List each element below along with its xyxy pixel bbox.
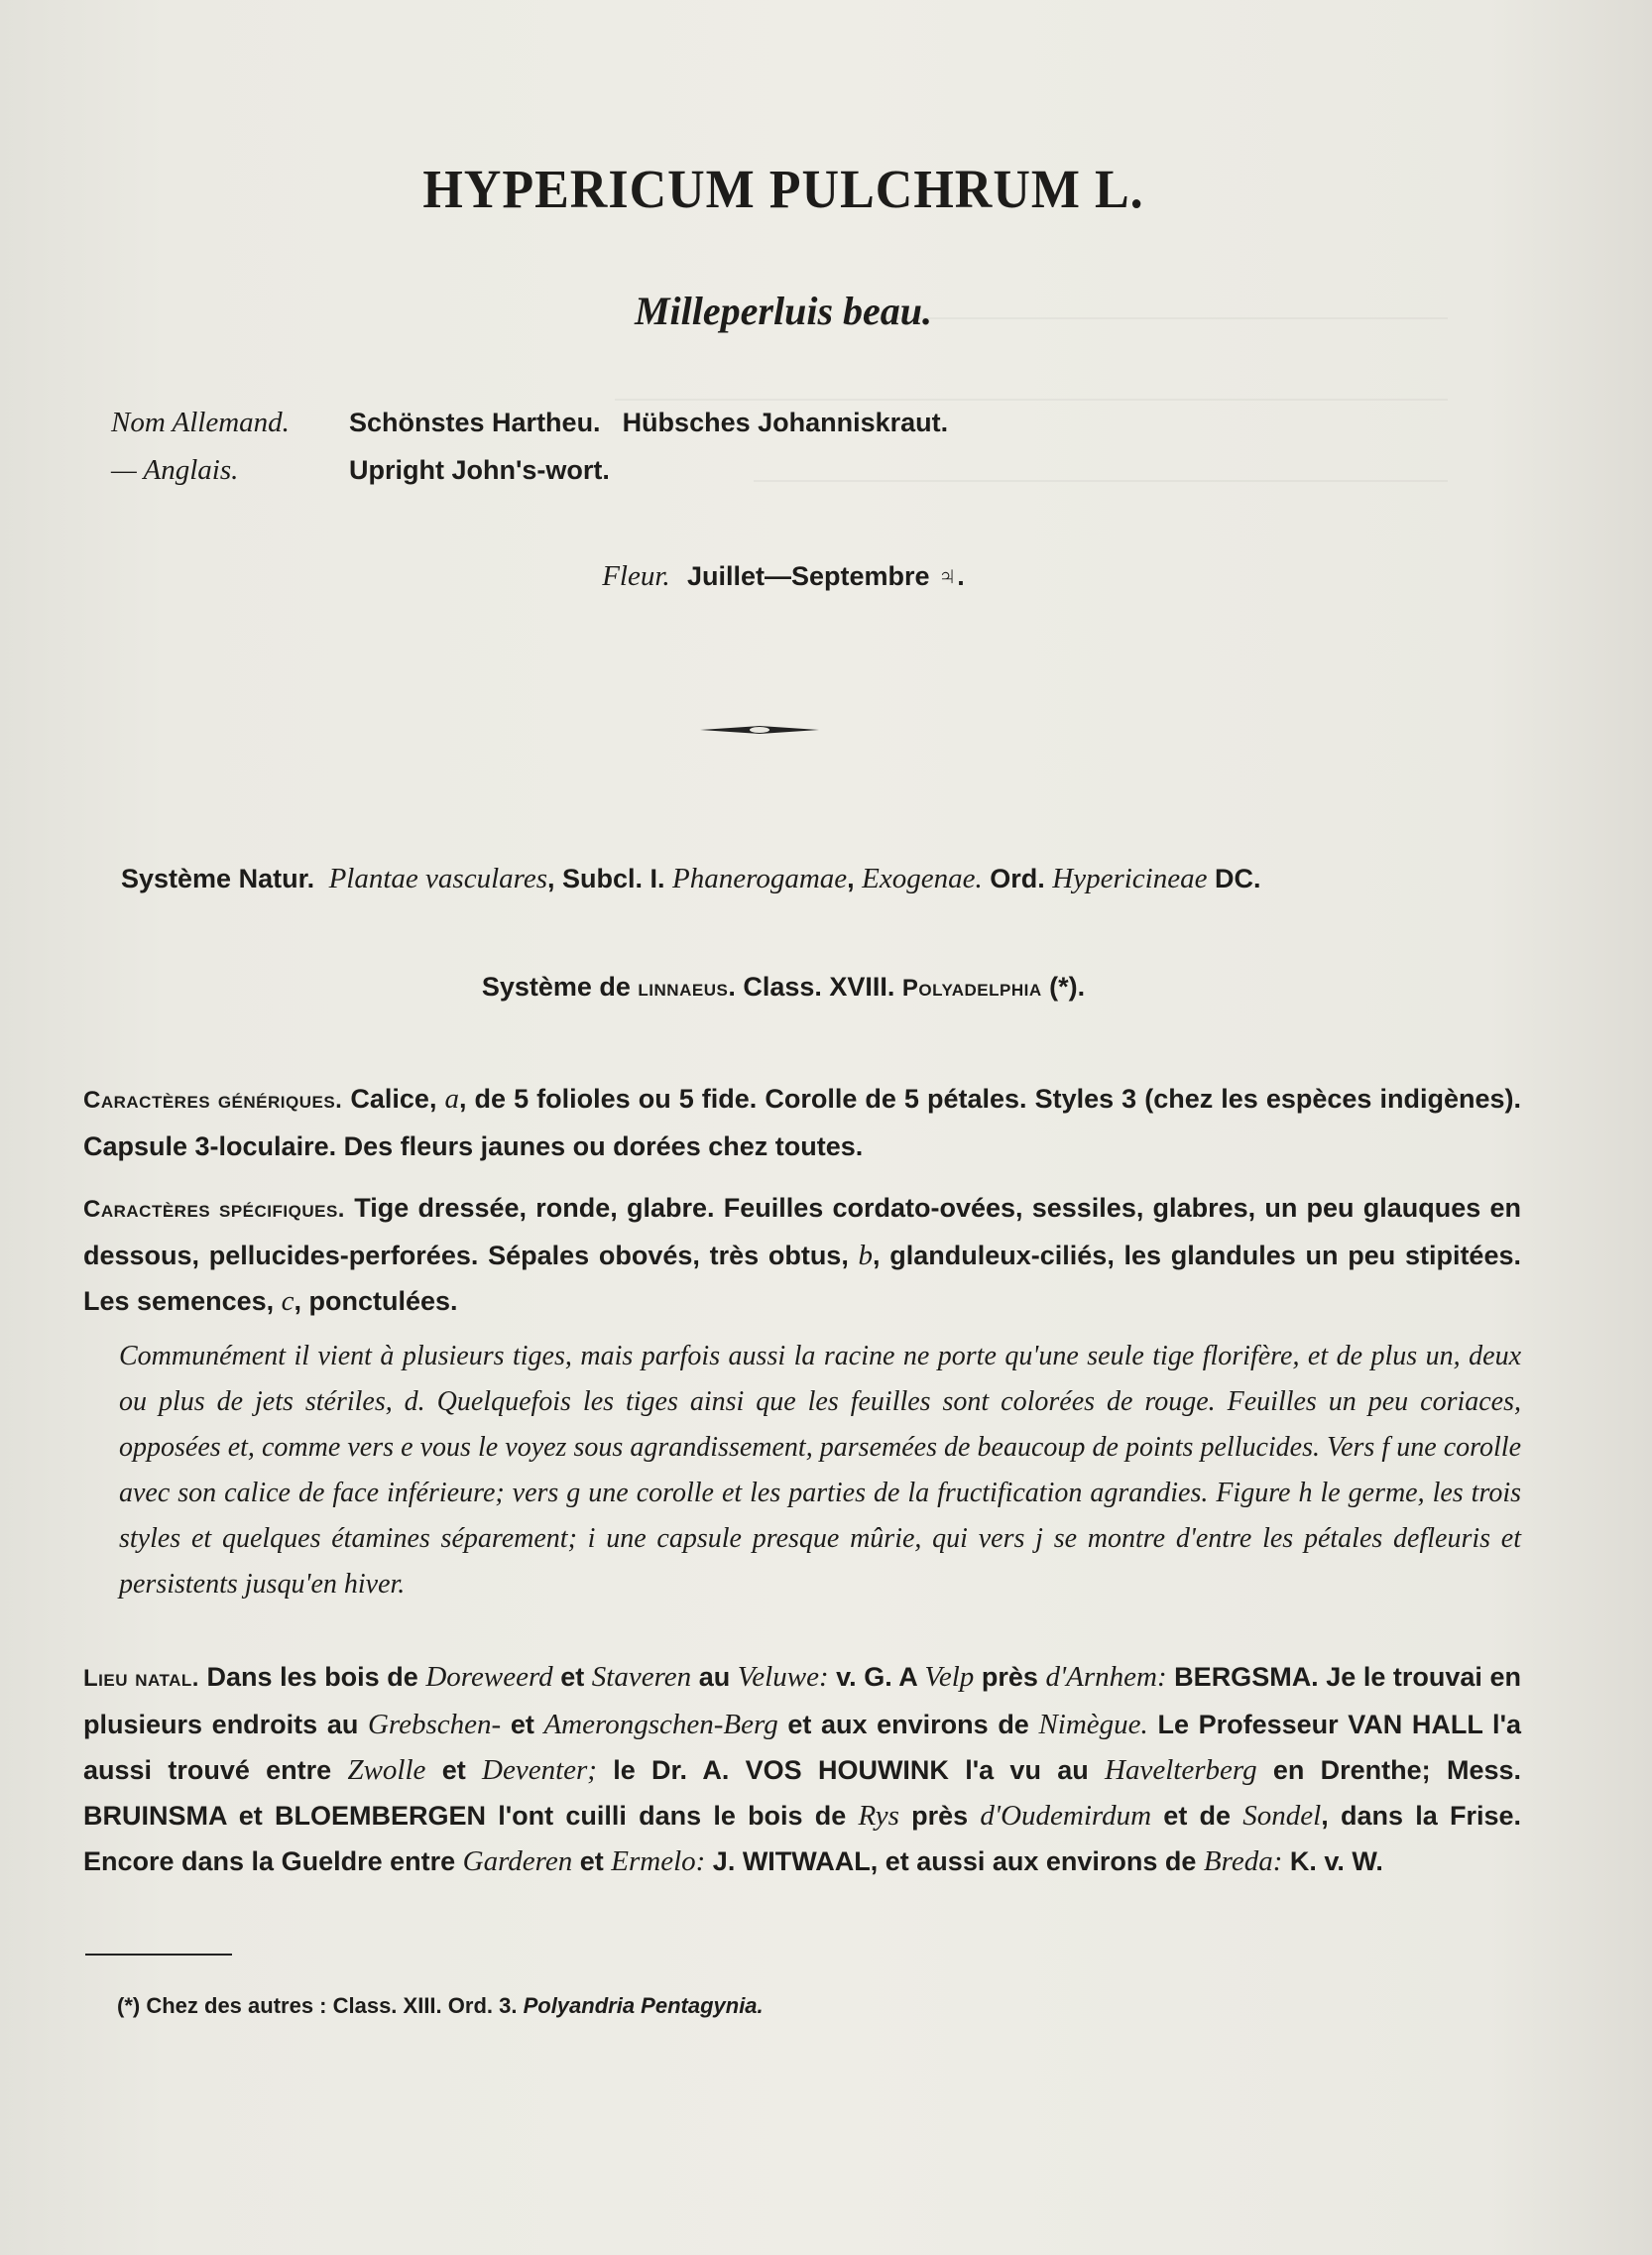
place-name: Sondel: [1242, 1800, 1322, 1832]
lieu-text: et: [425, 1755, 483, 1785]
page-subtitle: Milleperluis beau.: [634, 289, 933, 333]
lieu-text: en Drenthe; Mess. BRUINSMA et BLOEMBERGEN l'ont cuilli dans le bois de: [83, 1755, 1521, 1831]
lieu-text: Le Professeur VAN HALL l'a aussi trouvé entre: [83, 1710, 1521, 1785]
description: Communément il vient à plusieurs tiges, mais parfois aussi la racine ne porte qu'une seule tige florifère, et de plus un, deux ou plus de jets stériles, d. Quelquefois les tiges ainsi que les feuilles sont colorées de rouge. Feuilles un peu coriaces, opposées et, comme vers e vous le voyez sous agrandissement, parsemées de beaucoup de points pellucides. Vers f une corolle avec son calice de face inférieure; vers g une corolle et les parties de la fructification agrandies. Figure h le germe, les trois styles et quelques étamines séparement; i une capsule presque mûrie, qui vers j se montre d'entre les pétales defleuris et persistents jusqu'en hiver.: [119, 1341, 1521, 1600]
lieu-text: et: [552, 1662, 592, 1692]
lieu-text: au: [691, 1662, 738, 1692]
linnaeus-text: Système de: [481, 972, 639, 1002]
name-value: Upright John's-wort.: [349, 455, 610, 485]
figure-ref: a: [444, 1083, 459, 1115]
figure-ref: b: [858, 1240, 874, 1271]
page-title: HYPERICUM PULCHRUM L.: [422, 160, 1144, 220]
place-name: d'Arnhem:: [1045, 1661, 1167, 1693]
taxon: Phanerogamae: [672, 863, 848, 894]
lieu-text: J. WITWAAL, et aussi aux environs de: [705, 1846, 1204, 1876]
section-text: , ponctulées.: [294, 1286, 458, 1316]
taxon: Plantae vasculares: [328, 863, 547, 894]
flowering-value: Juillet—Septembre ♃.: [686, 561, 965, 591]
place-name: Amerongschen-Berg: [543, 1709, 778, 1740]
footnote: [117, 1993, 764, 2019]
flowering-label: Fleur.: [602, 560, 670, 592]
place-name: Rys: [858, 1800, 899, 1832]
place-name: Breda:: [1203, 1845, 1283, 1877]
flowering-period: [0, 560, 1567, 593]
section-text: Calice,: [342, 1084, 445, 1114]
bleed-through: [555, 248, 1448, 1140]
section-text: Tige dressée, ronde, glabre. Feuilles cordato-ovées, sessiles, glabres, un peu glauques en dessous, pellucides-perforées. Sépales obovés, très obtus,: [83, 1193, 1521, 1270]
place-name: d'Oudemirdum: [980, 1800, 1152, 1832]
lieu-text: , dans la Frise. Encore dans la Gueldre entre: [83, 1801, 1521, 1876]
taxon-text: Ord.: [982, 864, 1053, 893]
lieu-natal: [83, 1654, 1521, 1884]
lieu-natal-text: [83, 1662, 1521, 1876]
systeme-naturel-label: Système Natur.: [121, 864, 315, 893]
place-name: Doreweerd: [425, 1661, 553, 1693]
section-text: , glanduleux-ciliés, les glandules un peu stipitées. Les semences,: [83, 1241, 1521, 1316]
name-row-english: [111, 454, 948, 502]
name-label: Nom Allemand.: [111, 407, 290, 438]
linnaeus-class: Polyadelphia: [901, 975, 1042, 1002]
place-name: Garderen: [462, 1845, 573, 1877]
place-name: Grebschen-: [367, 1709, 502, 1740]
taxon-text: , Subcl. I.: [547, 864, 673, 893]
common-names: [111, 407, 948, 502]
place-name: Deventer;: [482, 1754, 597, 1786]
section-label: Caractères génériques.: [83, 1087, 343, 1114]
footnote-rule: [85, 1954, 232, 1956]
systeme-linnaeus: [0, 972, 1567, 1003]
place-name: Staveren: [591, 1661, 692, 1693]
section-label: Caractères spécifiques.: [83, 1196, 345, 1223]
footnote-italic: Polyandria Pentagynia.: [523, 1993, 764, 2018]
linnaeus-text: . Class. XVIII.: [728, 972, 902, 1002]
name-value: Hübsches Johanniskraut.: [622, 408, 949, 437]
taxon-text: ,: [847, 864, 863, 893]
place-name: Ermelo:: [611, 1845, 706, 1877]
systeme-naturel: [121, 863, 1260, 895]
figure-ref: c: [281, 1285, 295, 1317]
lieu-text: et: [501, 1710, 544, 1739]
ornament-divider: [700, 724, 819, 736]
place-name: Havelterberg: [1105, 1754, 1257, 1786]
lieu-text: près: [898, 1801, 981, 1831]
caracteres-specifiques: [83, 1185, 1521, 1324]
name-value: Schönstes Hartheu.: [349, 408, 601, 437]
lieu-text: près: [974, 1662, 1046, 1692]
lieu-text: v. G. A: [828, 1662, 925, 1692]
linnaeus-name: linnaeus: [638, 975, 729, 1002]
name-label: — Anglais.: [111, 454, 239, 486]
lieu-text: BERGSMA. Je le trouvai en plusieurs endroits au: [83, 1662, 1521, 1739]
section-label: Lieu natal.: [83, 1665, 199, 1692]
lieu-text: K. v. W.: [1282, 1846, 1383, 1876]
caracteres-generiques: [83, 1076, 1521, 1169]
taxon: Hypericineae: [1052, 863, 1208, 894]
name-row-german: [111, 407, 948, 454]
place-name: Velp: [924, 1661, 975, 1693]
section-text: , de 5 folioles ou 5 fide. Corolle de 5 pétales. Styles 3 (chez les espèces indigènes). Capsule 3-loculaire. Des fleurs jaunes ou dorées chez toutes.: [83, 1084, 1522, 1161]
taxon-text: DC.: [1207, 864, 1261, 893]
lieu-text: et: [572, 1846, 612, 1876]
place-name: Veluwe:: [737, 1661, 829, 1693]
linnaeus-text: (*).: [1041, 972, 1086, 1002]
lieu-text: le Dr. A. VOS HOUWINK l'a vu au: [596, 1755, 1106, 1785]
place-name: Zwolle: [347, 1754, 426, 1786]
lieu-text: et de: [1151, 1801, 1243, 1831]
place-name: Nimègue.: [1038, 1709, 1148, 1740]
lieu-text: Dans les bois de: [198, 1662, 426, 1692]
lieu-text: et aux environs de: [777, 1710, 1039, 1739]
footnote-text: (*) Chez des autres : Class. XIII. Ord. 3.: [117, 1993, 524, 2018]
taxon: Exogenae.: [862, 863, 983, 894]
